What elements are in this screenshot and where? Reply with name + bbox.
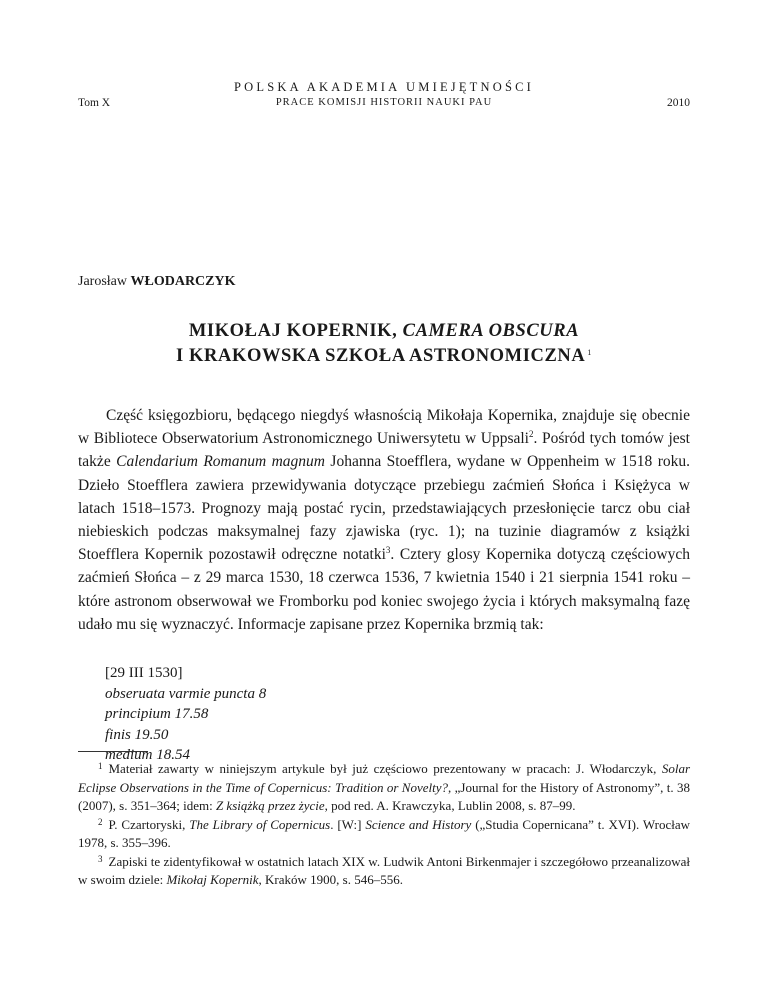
footnote-italic: Solar Eclipse Observations in the Time of Copernicus: Tradition or Novelty? <box>78 761 690 795</box>
footnote-italic: Mikołaj Kopernik <box>166 872 259 887</box>
footnote-text: , „Journal for the History of Astronomy”, t. 38 (2007), s. 351–364; idem: <box>78 779 691 813</box>
year-label: 2010 <box>667 97 690 109</box>
footnote-text: („Studia Copernicana” t. XVI). Wrocław 1978, s. 355–396. <box>78 816 690 850</box>
paragraph-1-part-b: . Pośród tych tomów jest także <box>78 430 690 471</box>
article-title <box>78 320 690 367</box>
journal-name: POLSKA AKADEMIA UMIEJĘTNOŚCI <box>233 80 535 94</box>
paragraph-1-italic: Calendarium Romanum magnum <box>116 453 325 471</box>
footnote-ref-2: 2 <box>529 429 534 440</box>
footnote-text: , pod red. A. Krawczyka, Lublin 2008, s. 87–99. <box>324 798 576 813</box>
body-text <box>78 404 690 636</box>
footnote-italic: Z książką przez życie <box>215 798 325 813</box>
footnote-text: P. Czartoryski, <box>108 816 190 832</box>
author <box>78 274 236 290</box>
title-footnote-mark: 1 <box>587 348 592 357</box>
quote-line: finis 19.50 <box>105 726 169 743</box>
title-line-1-italic: CAMERA OBSCURA <box>402 321 580 341</box>
footnote-italic: Science and History <box>365 816 472 832</box>
quote-line: principium 17.58 <box>105 706 209 722</box>
author-last-name: WŁODARCZYK <box>130 274 236 289</box>
paragraph-1-part-c: Johanna Stoefflera, wydane w Oppenheim w 1518 roku. Dzieło Stoefflera zawiera przewidywania dotyczące przebiegu zaćmień Słońca i Księżyca w latach 1518–1573. Prognozy mają postać rycin, przedstawiających przesłonięcie tarcz obu ciał niebieskich podczas maksymalnej fazy zjawiska (ryc. 1); na tuzinie diagramów z książki Stoefflera Kopernik pozostawił odręczne notatki <box>78 453 690 564</box>
paragraph-1-part-d: . Cztery glosy Kopernika dotyczą częściowych zaćmień Słońca – z 29 marca 1530, 18 czerwca 1536, 7 kwietnia 1540 i 21 sierpnia 1541 roku – które astronom obserwował we Fromborku pod koniec swojego życia i których maksymalną fazę udało mu się wyznaczyć. Informacje zapisane przez Kopernika brzmią tak: <box>78 546 690 633</box>
volume-label: Tom X <box>78 97 111 109</box>
paragraph-1 <box>78 404 690 636</box>
footnote-1 <box>78 760 690 816</box>
quote-date: [29 III 1530] <box>105 665 183 681</box>
footnote-italic: The Library of Copernicus <box>189 816 331 832</box>
footnote-text: Materiał zawarty w niniejszym artykule był już częściowo prezentowany w pracach: J. Włodarczyk, <box>108 761 662 776</box>
quote-line: medium 18.54 <box>105 747 190 763</box>
footnote-divider <box>78 751 148 752</box>
title-line-2 <box>78 342 690 367</box>
footnote-number: 2 <box>98 816 103 827</box>
footnote-number: 3 <box>98 853 103 864</box>
footnote-text: Zapiski te zidentyfikował w ostatnich latach XIX w. Ludwik Antoni Birkenmajer i szczegółowo przeanalizował w swoim dziele: <box>78 853 690 887</box>
footnote-2 <box>78 816 690 853</box>
footnote-3 <box>78 853 690 890</box>
title-line-2-text: I KRAKOWSKA SZKOŁA ASTRONOMICZNA <box>176 346 586 366</box>
footnotes <box>78 760 690 890</box>
footnote-text: , Kraków 1900, s. 546–556. <box>258 872 403 887</box>
title-line-1 <box>78 320 690 342</box>
author-first-name: Jarosław <box>78 274 127 289</box>
paragraph-1-part-a: Część księgozbioru, będącego niegdyś własnością Mikołaja Kopernika, znajduje się obecnie w Bibliotece Obserwatorium Astronomicznego Uniwersytetu w Uppsali <box>78 407 690 448</box>
title-line-1-regular: MIKOŁAJ KOPERNIK, <box>188 321 403 341</box>
series-name: PRACE KOMISJI HISTORII NAUKI PAU <box>275 97 493 108</box>
footnote-number: 1 <box>98 761 103 771</box>
quote-line: obseruata varmie puncta 8 <box>105 685 267 702</box>
footnote-ref-3: 3 <box>385 545 391 556</box>
footnote-text: . [W:] <box>330 816 366 832</box>
